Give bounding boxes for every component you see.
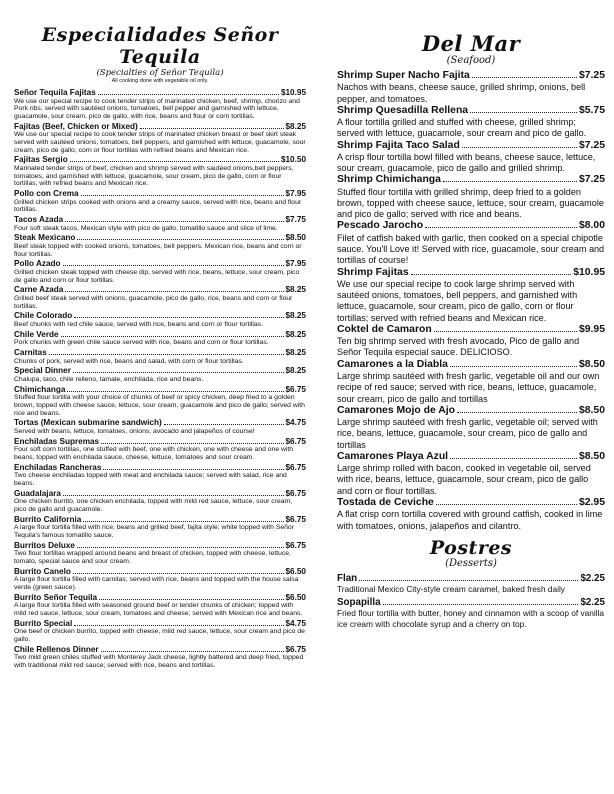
dot-leader [81, 194, 284, 196]
seafood-item-header [337, 70, 605, 82]
seafood-item [337, 359, 605, 405]
specialty-item-header [14, 233, 306, 243]
specialty-item-name: Burrito California [14, 514, 82, 524]
specialty-item [14, 593, 306, 618]
specialty-item-header [14, 122, 306, 132]
specialty-item-description: Two cheese enchiladas topped with meat and enchilada sauce; served with salad, rice and beans. [14, 472, 287, 487]
specialty-item [14, 418, 306, 435]
specialty-item [14, 233, 306, 258]
specialty-item [14, 311, 306, 328]
dessert-item-header [337, 597, 605, 609]
dot-leader [70, 160, 279, 162]
specialty-item-name: Tacos Azada [14, 215, 64, 225]
seafood-item-name: Shrimp Fajitas [337, 266, 409, 278]
specialties-subtitle: (Specialties of Señor Tequila) [96, 68, 224, 78]
seafood-item-header [337, 359, 605, 371]
seafood-list [337, 70, 605, 532]
seafood-item-price: $9.95 [578, 323, 605, 335]
seafood-title: Del Mar [421, 31, 521, 56]
seafood-item-name: Tostada de Ceviche [337, 497, 434, 509]
specialty-item [14, 515, 306, 540]
specialty-item-header [14, 437, 306, 447]
seafood-item-header [337, 220, 605, 232]
dot-leader [73, 371, 284, 373]
specialty-item-description: Chunks of pork, served with rice, beans and salad, with corn or flour tortillas. [14, 357, 244, 365]
dot-leader [77, 546, 284, 548]
dot-leader [164, 423, 284, 425]
specialty-item-name: Carnitas [14, 348, 47, 357]
specialty-item [14, 463, 306, 488]
seafood-item-description: Nachos with beans, cheese sauce, grilled shrimp, onions, bell pepper, and tomatoes. [337, 82, 586, 104]
specialty-item [14, 489, 306, 514]
specialty-item-name: Señor Tequila Fajitas [14, 88, 96, 97]
specialty-item-price: $7.75 [285, 215, 306, 225]
specialty-item [14, 619, 306, 644]
seafood-item-price: $8.50 [578, 404, 605, 416]
desserts-title: Postres [429, 536, 513, 559]
dot-leader [74, 624, 283, 626]
seafood-item-header [337, 324, 605, 336]
seafood-item-description: Stuffed flour tortilla with grilled shrimp, deep fried to a golden brown, topped with cheese sauce, lettuce, sour cream, guacamole and pico de gallo; served with rice and beans. [337, 186, 604, 220]
specialty-item-header [14, 155, 306, 165]
specialty-item [14, 385, 306, 418]
specialty-item-header [14, 418, 306, 428]
specialty-item-name: Enchiladas Supremas [14, 436, 100, 446]
specialty-item [14, 285, 306, 310]
seafood-item-name: Shrimp Chimichanga [337, 174, 441, 186]
dot-leader [450, 457, 577, 459]
seafood-item-price: $8.50 [578, 450, 605, 462]
specialty-item-description: Grilled beef steak served with onions, guacamole, pico de gallo, rice, beans and corn or flour tortillas. [14, 295, 293, 310]
seafood-item [337, 497, 605, 532]
desserts-subtitle: (Desserts) [445, 557, 497, 569]
specialty-item-description: A large flour tortilla filled with rice, beans and grilled beef, fajita style; white topped with Señor Tequila's famous tomatillo sauce. [14, 524, 294, 539]
seafood-item-name: Coktel de Camaron [337, 323, 432, 335]
seafood-item-name: Shrimp Quesadilla Rellena [337, 104, 469, 116]
specialty-item-price: $8.25 [285, 366, 306, 376]
specialty-item [14, 259, 306, 284]
dot-leader [63, 494, 284, 496]
specialty-item-header [14, 463, 306, 473]
specialty-item [14, 330, 306, 347]
specialty-item [14, 88, 306, 121]
specialty-item-price: $4.75 [285, 418, 306, 428]
specialty-item-description: Served with beans, lettuce, tomatoes, onions, avocado and jalapeños of course! [14, 427, 255, 435]
specialty-item-name: Steak Mexicano [14, 233, 76, 243]
specialty-item-price: $6.75 [285, 540, 306, 550]
specialty-item-name: Tortas (Mexican submarine sandwich) [14, 418, 162, 428]
specialty-item-header [14, 541, 306, 551]
seafood-item-description: Large shrimp sautéed with fresh garlic, vegetable oil; served with rice, beans, lettuce, guacamole, sour cream, pico de gallo and tortillas [337, 417, 598, 450]
seafood-item-price: $8.50 [578, 358, 605, 370]
specialty-item-description: We use our special recipe to cook tender strips of marinated chicken breast or beef skirt steak served with sautéed onions, tomatoes, bell peppers, and garnished with lettuce, guacamole, sour cream, pico de gallo, corn or flour tortillas with refried beans and Mexican rice. [14, 131, 306, 154]
specialty-item [14, 437, 306, 462]
specialty-item [14, 215, 306, 232]
dot-leader [450, 365, 577, 367]
seafood-item-price: $2.95 [578, 497, 605, 509]
specialty-item-price: $7.95 [285, 189, 306, 199]
specialty-item-price: $6.75 [285, 462, 306, 472]
specialty-item [14, 541, 306, 566]
dot-leader [65, 220, 283, 222]
specialty-item-name: Chile Colorado [14, 311, 73, 321]
dot-leader [49, 353, 284, 355]
specialty-item-header [14, 88, 306, 98]
specialty-item-price: $4.75 [285, 618, 306, 628]
specialty-item-description: Marinated tender strips of beef, chicken and shrimp served with sautéed onions,bell peppers, tomatoes, and garnished with lettuce, guacamole, sour cream, pico de gallo, corn or flour tortillas, with refried beans and Mexican rice. [14, 165, 294, 188]
dessert-item-price: $2.25 [580, 572, 605, 584]
dot-leader [65, 290, 283, 292]
specialties-title: Especialidades Señor Tequila [41, 24, 279, 68]
specialty-item-price: $8.25 [285, 348, 306, 357]
specialty-item-header [14, 567, 306, 577]
specialty-item-price: $8.50 [285, 233, 306, 243]
specialty-item-header [14, 215, 306, 225]
specialty-item-description: Four soft corn tortillas, one stuffed with beef, one with chicken, one with cheese and one with beans, topped with enchilada sauce, cheese, lettuce, tomatoes and sour cream. [14, 446, 294, 461]
seafood-item-header [337, 497, 605, 509]
specialty-item-name: Chimichanga [14, 384, 66, 394]
seafood-item-name: Camarones Playa Azul [337, 450, 449, 462]
seafood-item-description: Filet of catfish baked with garlic, then cooked on a special chipotle sauce. You'll Love it! Served with rice, guacamole, sour cream and tortillas of course! [337, 232, 605, 266]
dessert-item-description: Traditional Mexico City-style cream caramel, baked fresh daily [337, 584, 565, 595]
specialty-item-name: Pollo con Crema [14, 189, 79, 199]
dot-leader [61, 335, 284, 337]
specialty-item-header [14, 189, 306, 199]
specialty-item-header [14, 259, 306, 269]
specialties-column [14, 0, 306, 670]
dessert-item-description: Fried flour tortilla with butter, honey and cinnamon with a scoop of vanilla ice cream with chocolate syrup and a cherry on top. [337, 608, 605, 629]
seafood-item-price: $7.25 [578, 174, 605, 186]
specialty-item-header [14, 285, 306, 295]
specialty-item-description: Beef steak topped with cooked onions, tomatoes, bell peppers. Mexican rice, beans and corn or flour tortillas. [14, 243, 302, 258]
specialty-item-description: Two flour tortillas wrapped around beans and breast of chicken, topped with cheese, lettuce, tomato, special sauce and sour cream. [14, 550, 291, 565]
specialty-item-price: $6.75 [285, 436, 306, 446]
seafood-item [337, 70, 605, 105]
dessert-item-header [337, 573, 605, 585]
dot-leader [99, 598, 283, 600]
seafood-item-name: Camarones Mojo de Ajo [337, 404, 455, 416]
specialty-item-price: $6.75 [285, 488, 306, 498]
dot-leader [470, 111, 577, 113]
seafood-item-description: We use our special recipe to cook large shrimp served with sautéed onions, tomatoes, bell peppers, and garnished with lettuce, guacamole, sour cream, pico de gallo, corn or flour tortillas; served with refried beans and Mexican rice. [337, 278, 578, 323]
specialty-item-name: Burritos Deluxe [14, 540, 75, 550]
seafood-item-description: Large shrimp rolled with bacon, cooked in vegetable oil, served with rice, beans, lettuce, guacamole, sour cream, pico de gallo and corn or flour tortillas. [337, 463, 591, 496]
dessert-item-name: Flan [337, 572, 358, 584]
specialty-item [14, 122, 306, 155]
specialty-item-header [14, 385, 306, 395]
seafood-item-description: A flat crisp corn tortilla covered with ground catfish, cooked in lime with tomatoes, onions, jalapeños and cilantro. [337, 509, 603, 531]
dot-leader [443, 180, 577, 182]
specialty-item-price: $10.95 [280, 88, 306, 97]
seafood-item-header [337, 451, 605, 463]
specialty-item-header [14, 366, 306, 376]
specialty-item-price: $8.25 [285, 311, 306, 321]
specialty-item-header [14, 311, 306, 321]
seafood-item [337, 174, 605, 220]
specialty-item-price: $8.25 [285, 285, 306, 295]
seafood-item [337, 267, 605, 324]
seafood-item [337, 451, 605, 497]
specialty-item-description: Grilled chicken strips cooked with onions and a creamy sauce, served with rice, beans and flour tortillas. [14, 198, 302, 214]
seafood-item-price: $5.75 [578, 104, 605, 116]
dot-leader [83, 520, 283, 522]
seafood-item [337, 405, 605, 451]
dessert-item-name: Sopapilla [337, 596, 381, 608]
seafood-item-description: Large shrimp sautéed with fresh garlic, vegetable oil and our own recipe of red sauce; served with rice, beans, lettuce, guacamole, sour cream, pico de gallo and tortillas [337, 370, 600, 404]
specialty-item-description: We use our special recipe to cook tender strips of marinated chicken, beef, shrimp, chorizo and Pork ribs, served with sautéed onions, tomatoes, bell pepper and garnished with lettuce, guacamole, sour cream, pico de gallo, with rice, beans and flour or corn tortillas. [14, 97, 300, 120]
specialty-item [14, 155, 306, 188]
seafood-item [337, 220, 605, 266]
specialty-item-price: $6.75 [285, 384, 306, 394]
specialty-item-description: A large flour tortilla filled with carnitas; served with rice, beans and topped with the house salsa verde (green sauce). [14, 576, 299, 591]
specialty-item-price: $6.75 [285, 644, 306, 654]
seafood-item-header [337, 174, 605, 186]
specialty-item-description: One beef or chicken burrito, topped with cheese, mild red sauce, lettuce, sour cream and pico de gallo. [14, 628, 305, 643]
dot-leader [472, 76, 577, 78]
specialty-item-header [14, 515, 306, 525]
seafood-item-name: Shrimp Fajita Taco Salad [337, 139, 460, 151]
specialty-item-name: Burrito Special [14, 618, 73, 628]
specialty-item-header [14, 489, 306, 499]
seafood-item-header [337, 140, 605, 152]
specialty-item-description: Two mild green chiles stuffed with Monterey Jack cheese, lightly battered and deep fried, topped with traditional mild red sauce; served with rice, beans and tortillas. [14, 654, 304, 669]
specialty-item-price: $10.50 [280, 155, 306, 165]
specialties-list [14, 88, 306, 670]
dot-leader [103, 468, 283, 470]
dot-leader [67, 390, 283, 392]
specialty-item [14, 366, 306, 383]
dot-leader [436, 503, 577, 505]
dot-leader [462, 146, 577, 148]
seafood-column [337, 0, 605, 629]
seafood-item-header [337, 267, 605, 279]
specialty-item-name: Guadalajara [14, 488, 61, 498]
specialty-item-name: Fajitas Sergio [14, 155, 68, 165]
specialty-item-header [14, 619, 306, 629]
specialty-item-name: Chile Verde [14, 329, 59, 339]
specialty-item-price: $8.25 [285, 329, 306, 339]
specialty-item-name: Fajitas (Beef, Chicken or Mixed) [14, 121, 138, 131]
seafood-item [337, 140, 605, 175]
seafood-item-price: $10.95 [573, 266, 605, 278]
specialty-item-description: One chicken burrito, one chicken enchilada, topped with mild red sauce, lettuce, sour cream, pico de gallo and guacamole. [14, 498, 293, 513]
seafood-item [337, 324, 605, 359]
specialty-item-description: Grilled chicken steak topped with cheese dip, served with rice, beans, lettuce, sour cream, pico de gallo and corn or flour tortillas. [14, 269, 300, 284]
specialty-item-description: Beef chunks with red chile sauce, served with rice, beans and corn or flour tortillas. [14, 321, 263, 328]
dot-leader [77, 238, 283, 240]
seafood-item-price: $8.00 [578, 220, 605, 232]
seafood-item-description: Ten big shrimp served with fresh avocado, Pico de gallo and Señor Tequila especial sauce. DELICIOSO. [337, 336, 580, 358]
dot-leader [98, 93, 279, 95]
specialty-item-name: Pollo Azado [14, 259, 61, 269]
dot-leader [74, 316, 283, 318]
specialty-item [14, 189, 306, 214]
specialty-item-description: Pork chunks with green chile sauce served with rice, beans and corn or flour tortillas. [14, 339, 269, 347]
seafood-item-description: A crisp flour tortilla bowl filled with beans, cheese sauce, lettuce, sour cream, guacamole, pico de gallo and grilled shrimp. [337, 151, 596, 174]
seafood-item-price: $7.25 [578, 70, 605, 81]
dessert-item [337, 573, 605, 595]
specialty-item-name: Burrito Señor Tequila [14, 592, 98, 602]
specialty-item-name: Carne Azada [14, 285, 64, 295]
specialty-item-header [14, 330, 306, 340]
dot-leader [101, 650, 284, 652]
specialty-item-description: Stuffed flour tortilla with your choice of chunks of beef or spicy chicken, deep fried to a golden brown, topped with cheese sauce, lettuce, sour cream, guacamole and pico de gallo; served with rice and beans. [14, 394, 305, 417]
cooking-note: All cooking done with vegetable oil only. [111, 78, 209, 84]
specialty-item-price: $6.50 [285, 566, 306, 576]
dot-leader [63, 264, 284, 266]
desserts-list [337, 573, 605, 629]
dot-leader [425, 226, 577, 228]
specialty-item-header [14, 593, 306, 603]
seafood-item-description: A flour tortilla grilled and stuffed with cheese, grilled shrimp; served with lettuce, guacamole, sour cream and pico de gallo. [337, 117, 587, 139]
dessert-item-price: $2.25 [580, 596, 605, 608]
dot-leader [383, 603, 579, 605]
seafood-item-price: $7.25 [578, 139, 605, 151]
specialty-item-header [14, 645, 306, 655]
seafood-subtitle: (Seafood) [446, 55, 496, 66]
specialty-item-name: Burrito Canelo [14, 566, 71, 576]
seafood-item [337, 105, 605, 140]
specialty-item-name: Enchiladas Rancheras [14, 462, 102, 472]
dot-leader [140, 127, 284, 129]
dessert-item [337, 597, 605, 629]
dot-leader [101, 442, 283, 444]
specialty-item-price: $6.75 [285, 514, 306, 524]
dot-leader [411, 273, 572, 275]
specialty-item-description: Four soft steak tacos, Mexican style with pico de gallo, tomatillo sauce and slice of lime. [14, 224, 278, 232]
dot-leader [73, 572, 284, 574]
specialty-item-description: A large flour tortilla filled with seasoned ground beef or tender chunks of chicken; topped with mild red sauce, lettuce, sour cream, tomatoes and cheese; served with Mexican rice and beans. [14, 602, 303, 617]
seafood-item-name: Camarones a la Diabla [337, 358, 448, 370]
specialty-item [14, 567, 306, 592]
specialty-item-name: Special Dinner [14, 366, 71, 376]
dot-leader [434, 330, 577, 332]
seafood-item-header [337, 405, 605, 417]
specialty-item-description: Chalupa, taco, chile relleno, tamale, enchilada, rice and beans. [14, 375, 204, 383]
dot-leader [359, 579, 578, 581]
seafood-item-name: Pescado Jarocho [337, 220, 424, 232]
specialty-item-header [14, 348, 306, 358]
specialty-item [14, 348, 306, 365]
seafood-item-header [337, 105, 605, 117]
specialty-item-name: Chile Rellenos Dinner [14, 644, 99, 654]
specialty-item-price: $6.50 [285, 592, 306, 602]
specialty-item-price: $7.95 [285, 259, 306, 269]
seafood-item-name: Shrimp Super Nacho Fajita [337, 70, 470, 81]
specialty-item [14, 645, 306, 670]
dot-leader [457, 411, 577, 413]
specialty-item-price: $8.25 [285, 121, 306, 131]
